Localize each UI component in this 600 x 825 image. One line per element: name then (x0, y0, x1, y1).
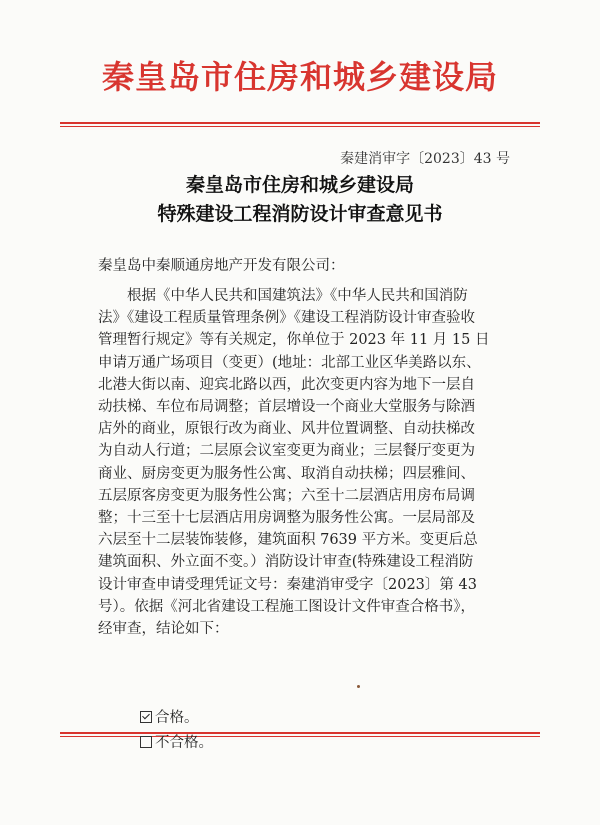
title-line-1: 秦皇岛市住房和城乡建设局 (185, 174, 414, 196)
body-line: 动扶梯、车位布局调整；首层增设一个商业大堂服务与除酒 (98, 399, 475, 416)
footer-rule-thin (60, 736, 540, 737)
body-line: 店外的商业，原银行改为商业、风井位置调整、自动扶梯改 (98, 421, 475, 438)
unchecked-box-icon (140, 736, 152, 748)
body-line: 申请万通广场项目（变更）(地址：北部工业区华美路以东、 (98, 354, 481, 371)
body-line: 为自动人行道；二层原会议室变更为商业；三层餐厅变更为 (98, 443, 475, 460)
checked-box-icon (140, 711, 152, 723)
body-line: 商业、厨房变更为服务性公寓、取消自动扶梯；四层雅间、 (98, 465, 475, 482)
doc-number: 秦建消审字〔2023〕43 号 (340, 151, 510, 167)
body-line: 号）。依据《河北省建设工程施工图设计文件审查合格书》， (98, 598, 475, 615)
body-line: 北港大街以南、迎宾北路以西，此次变更内容为地下一层自 (98, 376, 475, 393)
speck-mark (357, 685, 360, 688)
letterhead: 秦皇岛市住房和城乡建设局 (101, 58, 498, 96)
body-line: 设计审查申请受理凭证文号：秦建消审受字〔2023〕第 43 (98, 576, 477, 593)
option-pass (140, 706, 199, 727)
option-fail-label: 不合格。 (155, 735, 213, 751)
body-line: 根据《中华人民共和国建筑法》《中华人民共和国消防 (127, 288, 468, 304)
recipient: 秦皇岛中秦顺通房地产开发有限公司： (98, 258, 345, 274)
letterhead-rule-top-thin (60, 126, 540, 127)
option-fail (140, 731, 213, 752)
title-line-2: 特殊建设工程消防设计审查意见书 (157, 203, 443, 225)
body-line: 建筑面积、外立面不变。）消防设计审查(特殊建设工程消防 (98, 554, 474, 571)
body-line: 五层原客房变更为服务性公寓；六至十二层酒店用房布局调 (98, 487, 475, 504)
body-text (98, 285, 518, 640)
body-line: 管理暂行规定》等有关规定，你单位于 2023 年 11 月 15 日 (98, 332, 490, 349)
body-line: 经审查，结论如下： (98, 621, 229, 638)
body-line: 整；十三至十七层酒店用房调整为服务性公寓。一层局部及 (98, 510, 475, 527)
body-line: 六层至十二层装饰装修，建筑面积 7639 平方米。变更后总 (98, 532, 478, 549)
option-pass-label: 合格。 (155, 710, 199, 726)
body-line: 法》《建设工程质量管理条例》《建设工程消防设计审查验收 (98, 310, 475, 327)
letterhead-rule-top (60, 122, 540, 124)
footer-rule (60, 732, 540, 734)
